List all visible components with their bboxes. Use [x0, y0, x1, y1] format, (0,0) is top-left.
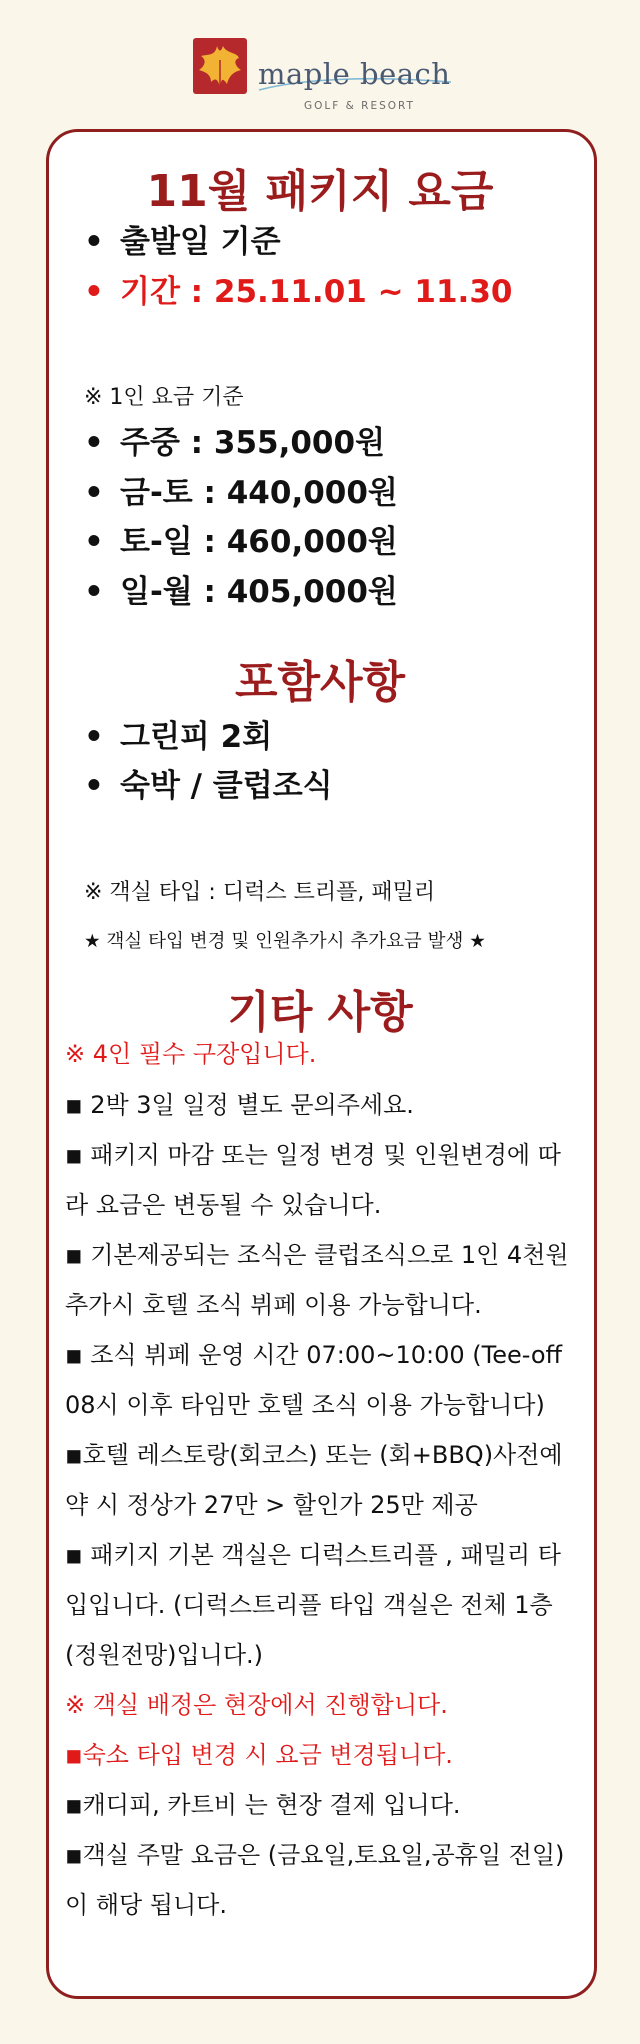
etc-line: ◾숙소 타입 변경 시 요금 변경됩니다. [65, 1741, 453, 1769]
bullet-icon: • [84, 274, 104, 310]
etc-line: ※ 객실 배정은 현장에서 진행합니다. [65, 1691, 448, 1719]
page-title: 11월 패키지 요금 [146, 166, 494, 217]
etc-title: 기타 사항 [227, 987, 413, 1038]
brand-name: maple beach [258, 57, 451, 91]
header [0, 0, 640, 125]
etc-line: ◾ 기본제공되는 조식은 클럽조식으로 1인 4천원 [65, 1241, 569, 1269]
etc-line: ◾객실 주말 요금은 (금요일,토요일,공휴일 전일) [65, 1841, 565, 1869]
brand-subtitle: GOLF & RESORT [304, 100, 415, 112]
price-note: ※ 1인 요금 기준 [84, 385, 244, 410]
bullet-icon: • [84, 719, 104, 755]
bullet-icon: • [84, 475, 104, 511]
period-item: • 출발일 기준 [84, 224, 281, 260]
etc-line: 08시 이후 타임만 호텔 조식 이용 가능합니다) [65, 1391, 545, 1419]
etc-line: ◾호텔 레스토랑(회코스) 또는 (회+BBQ)사전예 [65, 1441, 563, 1469]
etc-line: ◾ 2박 3일 일정 별도 문의주세요. [65, 1091, 414, 1119]
bullet-icon: • [84, 768, 104, 804]
room-change-note: ★ 객실 타입 변경 및 인원추가시 추가요금 발생 ★ [84, 931, 486, 952]
etc-line: ◾ 조식 뷔페 운영 시간 07:00~10:00 (Tee-off [65, 1341, 563, 1369]
etc-line: ◾ 패키지 마감 또는 일정 변경 및 인원변경에 따 [65, 1141, 561, 1169]
bullet-icon: • [84, 574, 104, 610]
bullet-icon: • [84, 425, 104, 461]
period-item-dates: • 기간 : 25.11.01 ~ 11.30 [84, 274, 513, 310]
etc-line: (정원전망)입니다.) [65, 1641, 264, 1669]
etc-line: 이 해당 됩니다. [65, 1891, 227, 1919]
price-item: • 토-일 : 460,000원 [84, 524, 398, 560]
price-item: • 일-월 : 405,000원 [84, 574, 398, 610]
included-item: • 그린피 2회 [84, 719, 273, 755]
etc-line: 추가시 호텔 조식 뷔페 이용 가능합니다. [65, 1291, 482, 1319]
included-item: • 숙박 / 클럽조식 [84, 768, 333, 804]
maple-leaf-logo-icon [193, 38, 247, 94]
included-title: 포함사항 [234, 657, 405, 708]
price-item: • 주중 : 355,000원 [84, 425, 386, 461]
price-item: • 금-토 : 440,000원 [84, 475, 398, 511]
etc-line: ※ 4인 필수 구장입니다. [65, 1040, 317, 1068]
etc-line: 약 시 정상가 27만 > 할인가 25만 제공 [65, 1491, 478, 1519]
etc-line: ◾ 패키지 기본 객실은 디럭스트리플 , 패밀리 타 [65, 1541, 561, 1569]
room-type-note: ※ 객실 타입 : 디럭스 트리플, 패밀리 [84, 880, 436, 905]
bullet-icon: • [84, 224, 104, 260]
etc-line: ◾캐디피, 카트비 는 현장 결제 입니다. [65, 1791, 461, 1819]
etc-line: 라 요금은 변동될 수 있습니다. [65, 1191, 382, 1219]
bullet-icon: • [84, 524, 104, 560]
etc-line: 입입니다. (디럭스트리플 타입 객실은 전체 1층 [65, 1591, 553, 1619]
